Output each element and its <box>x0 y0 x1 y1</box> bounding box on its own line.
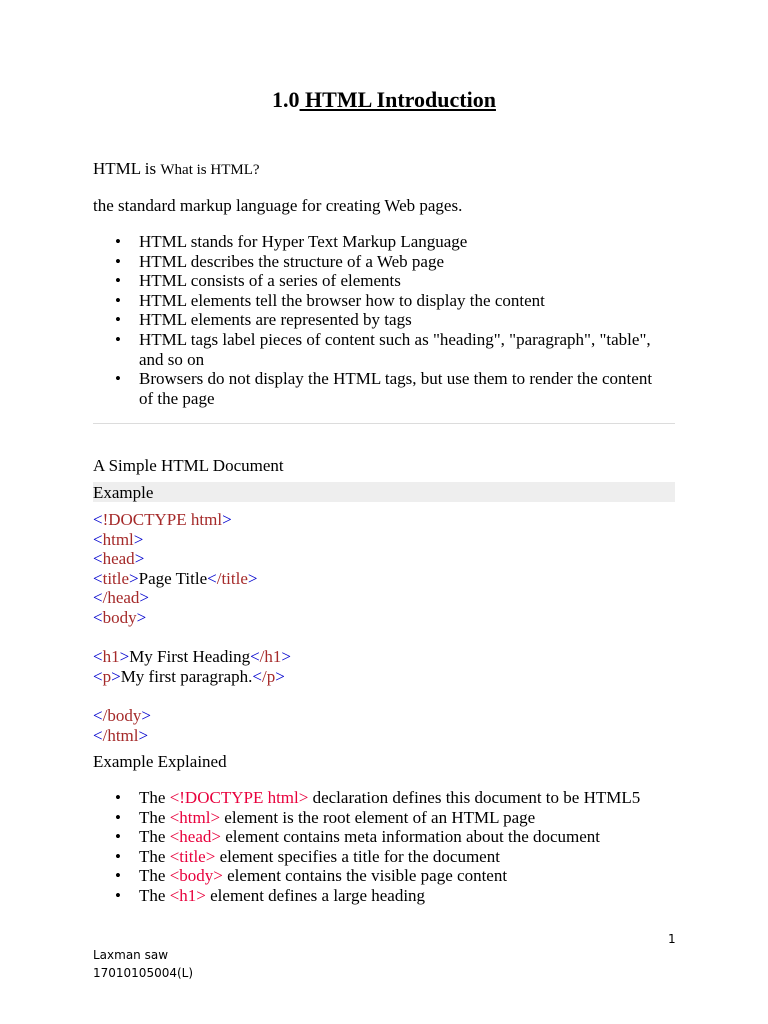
tag-highlight: <!DOCTYPE html> <box>169 788 309 807</box>
intro-question: What is HTML? <box>160 162 260 178</box>
intro-lead: HTML is <box>93 159 161 178</box>
bullet-marker: • <box>115 846 121 866</box>
code-line: </head> <box>93 588 150 608</box>
bullet-marker: • <box>115 866 121 886</box>
section-title: A Simple HTML Document <box>93 456 284 475</box>
bullet-marker: • <box>115 827 121 847</box>
bullet-marker: • <box>115 807 121 827</box>
title-text: HTML Introduction <box>299 87 496 112</box>
list-item-text: HTML stands for Hyper Text Markup Language <box>139 232 468 251</box>
explained-title: Example Explained <box>93 752 227 771</box>
tag-highlight: <html> <box>169 807 221 827</box>
code-line: <p>My first paragraph.</p> <box>93 666 285 686</box>
page-number: 1 <box>668 932 676 946</box>
code-line: <title>Page Title</title> <box>93 568 258 588</box>
code-line: <head> <box>93 549 145 569</box>
example-label: Example <box>93 482 675 502</box>
divider <box>93 423 675 424</box>
title-number: 1.0 <box>272 87 300 112</box>
list-item <box>93 310 653 330</box>
list-item-text: HTML elements tell the browser how to display the content <box>139 290 545 310</box>
bullet-marker: • <box>115 232 121 251</box>
list-item: • The <body> element contains the visible page content <box>115 866 508 886</box>
code-line: </body> <box>93 705 151 725</box>
list-item: • The <!DOCTYPE html> declaration defines this document to be HTML5 <box>115 788 641 807</box>
list-item-text: HTML describes the structure of a Web page <box>139 251 444 271</box>
list-item <box>93 369 653 408</box>
list-item <box>93 232 653 252</box>
code-line: <html> <box>93 529 144 549</box>
tag-highlight: <head> <box>169 827 221 847</box>
list-item <box>93 271 653 291</box>
list-item: • The <head> element contains meta information about the document <box>115 827 601 847</box>
bullet-marker: • <box>115 271 121 291</box>
bullet-marker: • <box>115 788 121 807</box>
list-item-text: HTML tags label pieces of content such as "heading", "paragraph", "table", and so on <box>139 329 651 369</box>
intro-line <box>93 158 260 181</box>
code-example <box>93 510 291 745</box>
code-line: <body> <box>93 607 147 627</box>
bullet-marker: • <box>115 290 121 310</box>
code-line: </html> <box>93 725 149 745</box>
list-item-text: Browsers do not display the HTML tags, but use them to render the content of the page <box>139 369 653 408</box>
bullet-marker: • <box>115 310 121 330</box>
page-title <box>0 86 768 114</box>
list-item <box>93 252 653 272</box>
bullet-marker: • <box>115 369 121 389</box>
footer-id: 17010105004(L) <box>93 966 194 980</box>
list-item: • The <title> element specifies a title for the document <box>115 846 500 866</box>
tag-highlight: <h1> <box>169 885 206 905</box>
list-item: • The <h1> element defines a large heading <box>115 885 426 905</box>
footer-author: Laxman saw <box>93 948 169 962</box>
explained-list <box>93 788 693 906</box>
tag-highlight: <title> <box>169 846 216 866</box>
list-item <box>93 330 653 369</box>
bullet-list <box>93 232 653 408</box>
code-line-blank <box>93 686 291 706</box>
code-line-blank <box>93 628 291 648</box>
bullet-marker: • <box>115 251 121 271</box>
list-item: • The <html> element is the root element of an HTML page <box>115 807 536 827</box>
bullet-marker: • <box>115 329 121 349</box>
code-line: <!DOCTYPE html> <box>93 510 232 529</box>
list-item <box>93 291 653 311</box>
lead-sentence: the standard markup language for creating Web pages. <box>93 196 463 215</box>
list-item-text: HTML consists of a series of elements <box>139 271 401 291</box>
list-item-text: HTML elements are represented by tags <box>139 310 412 330</box>
tag-highlight: <body> <box>169 866 223 886</box>
code-line: <h1>My First Heading</h1> <box>93 647 291 667</box>
bullet-marker: • <box>115 885 121 905</box>
